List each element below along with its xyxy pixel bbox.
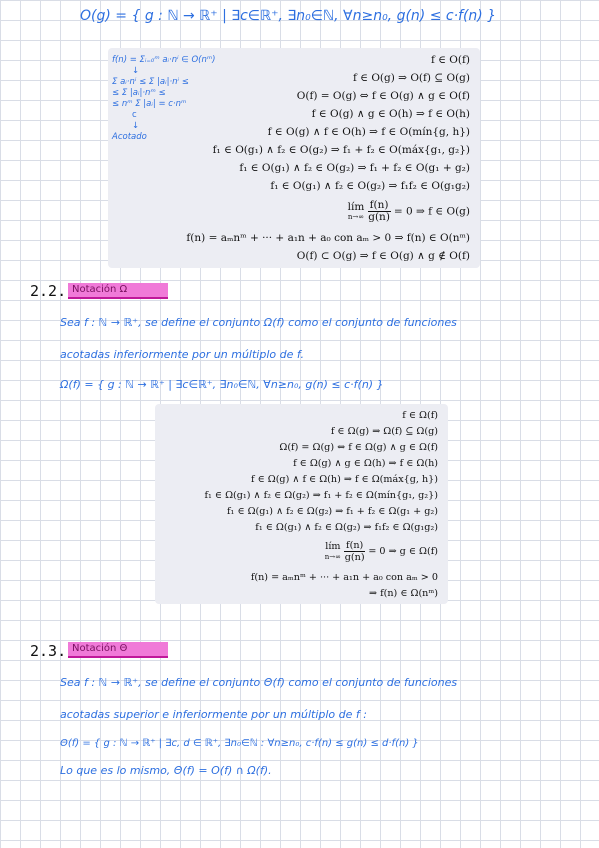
note-line: Σ aᵢ·nⁱ ≤ Σ |aᵢ|·nⁱ ≤ <box>112 77 189 87</box>
omega-properties-box <box>155 404 448 604</box>
limit-row: lím n→∞ $\frac{f(n)}{g(n)}$ = 0 ⇒ g ∈ Ω(f) <box>324 540 438 563</box>
theta-definition: Θ(f) = { g : ℕ → ℝ⁺ | ∃c, d ∈ ℝ⁺, ∃n₀∈ℕ : ∀n≥n₀, c·f(n) ≤ g(n) ≤ d·f(n) } <box>60 738 419 749</box>
note-line: Acotado <box>112 132 147 142</box>
section-title: Notación Θ <box>68 642 168 658</box>
limit-row: lím n→∞ $\frac{f(n)}{g(n)}$ = 0 ⇒ f ∈ O(g) <box>347 199 470 223</box>
note-line: ≤ Σ |aᵢ|·nᵐ ≤ <box>112 88 166 98</box>
section-number: 2.3. <box>30 642 67 660</box>
property-row: f(n) = aₘnᵐ + ··· + a₁n + a₀ con aₘ > 0 <box>250 572 438 583</box>
paragraph-line: Sea f : ℕ → ℝ⁺, se define el conjunto Θ(f) como el conjunto de funciones <box>60 676 458 689</box>
note-line: f(n) = Σᵢ₌₀ᵐ aᵢ·nⁱ ∈ O(nᵐ) <box>112 55 216 65</box>
property-row: Ω(f) = Ω(g) ⇔ f ∈ Ω(g) ∧ g ∈ Ω(f) <box>279 442 438 453</box>
fraction: $\frac{f(n)}{g(n)}$ <box>344 540 365 563</box>
paragraph-line: acotadas superior e inferiormente por un múltiplo de f : <box>60 708 367 721</box>
paragraph-line: acotadas inferiormente por un múltiplo de f. <box>60 348 305 361</box>
property-row: f₁ ∈ Ω(g₁) ∧ f₂ ∈ Ω(g₂) ⇒ f₁ + f₂ ∈ Ω(mín{g₁, g₂}) <box>204 490 438 501</box>
property-row: f ∈ Ω(g) ⇒ Ω(f) ⊆ Ω(g) <box>330 426 438 437</box>
section-title: Notación Ω <box>68 283 168 299</box>
property-row: f₁ ∈ O(g₁) ∧ f₂ ∈ O(g₂) ⇒ f₁ + f₂ ∈ O(g₁ + g₂) <box>239 162 470 174</box>
big-o-definition: O(g) = { g : ℕ → ℝ⁺ | ∃c∈ℝ⁺, ∃n₀∈ℕ, ∀n≥n₀, g(n) ≤ c·f(n) } <box>80 8 497 24</box>
property-row: f₁ ∈ O(g₁) ∧ f₂ ∈ O(g₂) ⇒ f₁ + f₂ ∈ O(máx{g₁, g₂}) <box>212 144 470 156</box>
property-row: O(f) = O(g) ⇔ f ∈ O(g) ∧ g ∈ O(f) <box>296 90 470 102</box>
property-row: f ∈ Ω(g) ∧ f ∈ Ω(h) ⇒ f ∈ Ω(máx{g, h}) <box>250 474 438 485</box>
property-row: f₁ ∈ Ω(g₁) ∧ f₂ ∈ Ω(g₂) ⇒ f₁ + f₂ ∈ Ω(g₁ + g₂) <box>227 506 438 517</box>
down-arrow-icon: ↓ <box>132 121 140 131</box>
property-row: f ∈ O(f) <box>430 54 470 66</box>
property-row: f ∈ O(g) ⇒ O(f) ⊆ O(g) <box>352 72 470 84</box>
note-line: c <box>132 110 137 120</box>
down-arrow-icon: ↓ <box>132 66 140 76</box>
paragraph-line: Lo que es lo mismo, Θ(f) = O(f) ∩ Ω(f). <box>60 764 272 777</box>
property-row: O(f) ⊂ O(g) ⇒ f ∈ O(g) ∧ g ∉ O(f) <box>296 250 470 262</box>
property-row: ⇒ f(n) ∈ Ω(nᵐ) <box>368 588 438 599</box>
property-row: f₁ ∈ Ω(g₁) ∧ f₂ ∈ Ω(g₂) ⇒ f₁f₂ ∈ Ω(g₁g₂) <box>255 522 438 533</box>
limit-operator: lím n→∞ <box>324 540 341 561</box>
paragraph-line: Sea f : ℕ → ℝ⁺, se define el conjunto Ω(f) como el conjunto de funciones <box>60 316 457 329</box>
limit-operator: lím n→∞ <box>347 200 365 221</box>
property-row: f(n) = aₘnᵐ + ··· + a₁n + a₀ con aₘ > 0 ⇒ f(n) ∈ O(nᵐ) <box>186 232 470 244</box>
property-row: f ∈ O(g) ∧ g ∈ O(h) ⇒ f ∈ O(h) <box>311 108 470 120</box>
omega-definition: Ω(f) = { g : ℕ → ℝ⁺ | ∃c∈ℝ⁺, ∃n₀∈ℕ, ∀n≥n₀, g(n) ≤ c·f(n) } <box>60 378 384 391</box>
section-number: 2.2. <box>30 282 67 300</box>
property-row: f ∈ O(g) ∧ f ∈ O(h) ⇒ f ∈ O(mín{g, h}) <box>267 126 470 138</box>
handwritten-proof-notes <box>112 55 222 143</box>
note-line: ≤ nᵐ Σ |aᵢ| = c·nᵐ <box>112 99 187 109</box>
property-row: f ∈ Ω(g) ∧ g ∈ Ω(h) ⇒ f ∈ Ω(h) <box>293 458 438 469</box>
property-row: f ∈ Ω(f) <box>402 410 438 421</box>
fraction: $\frac{f(n)}{g(n)}$ <box>368 199 390 223</box>
property-row: f₁ ∈ O(g₁) ∧ f₂ ∈ O(g₂) ⇒ f₁f₂ ∈ O(g₁g₂) <box>270 180 470 192</box>
